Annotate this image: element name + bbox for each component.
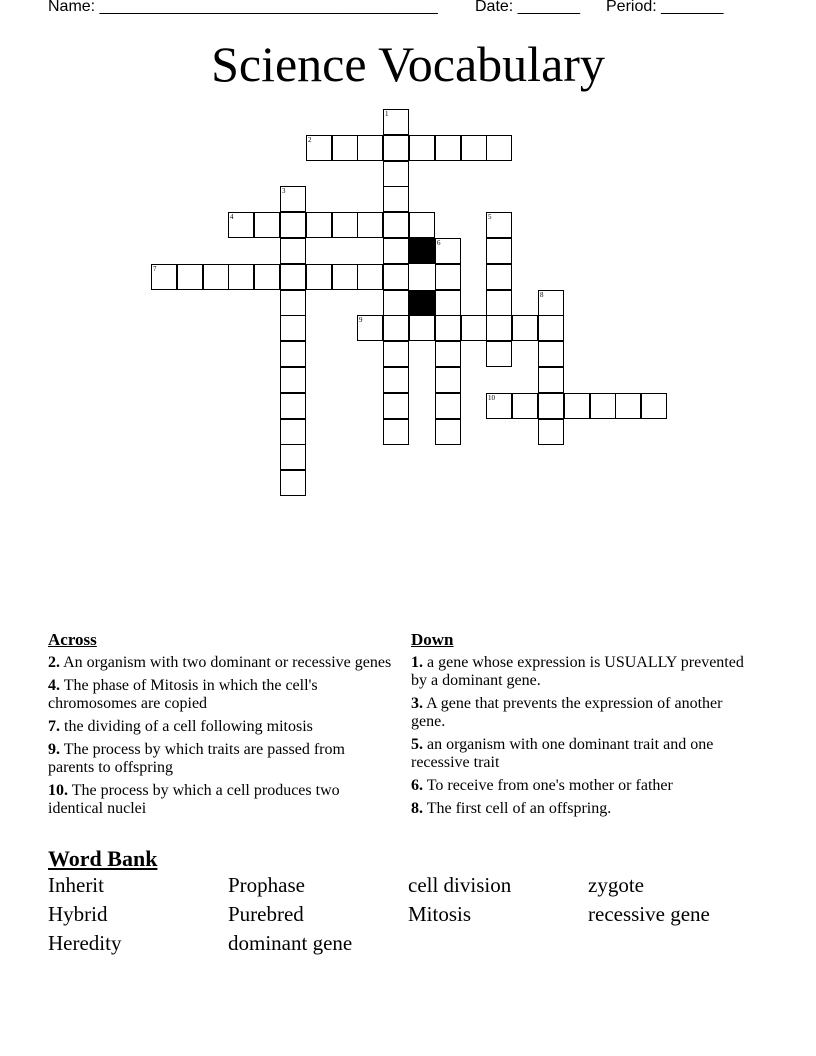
crossword-cell[interactable] [590,393,616,419]
down-heading: Down [411,630,454,649]
crossword-cell[interactable] [332,135,358,161]
name-field[interactable]: Name: ______________________________________ [48,0,438,15]
down-clue [411,800,756,818]
crossword-block [409,238,435,264]
crossword-cell[interactable] [409,135,435,161]
clue-number: 5. [411,736,423,753]
crossword-cell[interactable] [383,393,409,419]
crossword-cell[interactable] [280,186,306,212]
crossword-cell[interactable] [461,315,487,341]
crossword-cell[interactable] [435,393,461,419]
crossword-cell[interactable] [486,393,512,419]
crossword-cell[interactable] [538,341,564,367]
across-clues [48,630,393,823]
crossword-cell[interactable] [538,419,564,445]
crossword-cell[interactable] [306,264,332,290]
word-bank-item: Purebred [228,902,304,926]
page-title: Science Vocabulary [211,36,605,92]
clue-number: 4. [48,677,60,694]
crossword-cell[interactable] [435,367,461,393]
across-clue [48,654,393,672]
crossword-cell[interactable] [486,135,512,161]
crossword-cell[interactable] [538,290,564,316]
crossword-cell[interactable] [486,212,512,238]
crossword-cell[interactable] [383,315,409,341]
crossword-cell[interactable] [641,393,667,419]
cell-number: 8 [540,291,544,299]
crossword-cell[interactable] [383,161,409,187]
clue-text: the dividing of a cell following mitosis [60,718,313,735]
crossword-cell[interactable] [486,315,512,341]
cell-number: 9 [359,316,363,324]
cell-number: 3 [282,187,286,195]
clue-text: To receive from one's mother or father [423,777,673,794]
down-clue [411,654,756,690]
word-bank-item: cell division [408,873,512,897]
crossword-cell[interactable] [486,290,512,316]
cell-number: 1 [385,110,389,118]
cell-number: 4 [230,213,234,221]
clue-number: 7. [48,718,60,735]
crossword-cell[interactable] [280,290,306,316]
crossword-cell[interactable] [486,341,512,367]
word-bank-item: zygote [588,873,644,897]
crossword-cell[interactable] [280,470,306,496]
clue-text: An organism with two dominant or recessive genes [60,654,392,671]
crossword-cell[interactable] [280,341,306,367]
across-clue [48,741,393,777]
across-clue [48,718,393,736]
crossword-cell[interactable] [332,264,358,290]
crossword-cell[interactable] [435,238,461,264]
crossword-cell[interactable] [177,264,203,290]
across-heading: Across [48,630,97,649]
clue-number: 9. [48,741,60,758]
word-bank-item: Mitosis [408,902,472,926]
crossword-cell[interactable] [409,212,435,238]
crossword-cell[interactable] [228,212,254,238]
crossword-cell[interactable] [151,264,177,290]
word-bank-item: Heredity [48,931,122,955]
crossword-cell[interactable] [538,393,564,419]
crossword-cell[interactable] [461,135,487,161]
cell-number: 5 [488,213,492,221]
crossword-cell[interactable] [486,238,512,264]
crossword-cell[interactable] [383,290,409,316]
crossword-cell[interactable] [409,315,435,341]
crossword-cell[interactable] [228,264,254,290]
period-field[interactable]: Period: _______ [606,0,724,15]
crossword-cell[interactable] [383,367,409,393]
crossword-cell[interactable] [486,264,512,290]
crossword-cell[interactable] [538,367,564,393]
clue-text: The process by which a cell produces two identical nuclei [48,782,340,817]
crossword-cell[interactable] [435,135,461,161]
down-clue [411,736,756,772]
crossword-cell[interactable] [538,315,564,341]
crossword-cell[interactable] [306,212,332,238]
crossword-cell[interactable] [254,212,280,238]
crossword-cell[interactable] [280,238,306,264]
clue-text: The phase of Mitosis in which the cell's chromosomes are copied [48,677,318,712]
crossword-cell[interactable] [357,315,383,341]
cell-number: 6 [437,239,441,247]
down-clue [411,695,756,731]
down-clue [411,777,756,795]
crossword-cell[interactable] [435,341,461,367]
clue-text: an organism with one dominant trait and one recessive trait [411,736,714,771]
clue-number: 3. [411,695,423,712]
crossword-cell[interactable] [280,419,306,445]
across-clue [48,782,393,818]
clue-text: a gene whose expression is USUALLY prevented by a dominant gene. [411,654,744,689]
crossword-cell[interactable] [564,393,590,419]
crossword-cell[interactable] [280,393,306,419]
clue-number: 2. [48,654,60,671]
word-bank-item: recessive gene [588,902,710,926]
word-bank-item: dominant gene [228,931,353,955]
clue-number: 6. [411,777,423,794]
crossword-cell[interactable] [615,393,641,419]
crossword-cell[interactable] [383,212,409,238]
down-clues [411,630,756,823]
crossword-cell[interactable] [383,238,409,264]
clue-number: 1. [411,654,423,671]
clue-text: A gene that prevents the expression of another gene. [411,695,723,730]
crossword-cell[interactable] [435,419,461,445]
crossword-cell[interactable] [280,315,306,341]
crossword-cell[interactable] [383,264,409,290]
crossword-cell[interactable] [383,135,409,161]
clue-number: 10. [48,782,68,799]
clue-text: The process by which traits are passed from parents to offspring [48,741,345,776]
word-bank-item: Prophase [228,873,305,897]
crossword-cell[interactable] [280,212,306,238]
crossword-cell[interactable] [512,315,538,341]
crossword-cell[interactable] [203,264,229,290]
crossword-cell[interactable] [280,444,306,470]
date-field[interactable]: Date: _______ [475,0,580,15]
word-bank-item: Inherit [48,873,104,897]
word-bank [48,873,768,956]
crossword-cell[interactable] [306,135,332,161]
crossword-cell[interactable] [383,186,409,212]
crossword-cell[interactable] [435,290,461,316]
crossword-cell[interactable] [383,419,409,445]
clue-number: 8. [411,800,423,817]
crossword-block [409,290,435,316]
crossword-cell[interactable] [280,367,306,393]
across-clue [48,677,393,713]
crossword-cell[interactable] [512,393,538,419]
cell-number: 7 [153,265,157,273]
crossword-cell[interactable] [435,264,461,290]
word-bank-item: Hybrid [48,902,108,926]
crossword-cell[interactable] [254,264,280,290]
crossword-cell[interactable] [332,212,358,238]
cell-number: 2 [308,136,312,144]
crossword-cell[interactable] [357,212,383,238]
cell-number: 10 [488,394,495,402]
crossword-cell[interactable] [357,264,383,290]
crossword-cell[interactable] [383,109,409,135]
crossword-cell[interactable] [383,341,409,367]
crossword-cell[interactable] [280,264,306,290]
crossword-cell[interactable] [357,135,383,161]
clue-text: The first cell of an offspring. [423,800,612,817]
crossword-cell[interactable] [435,315,461,341]
word-bank-heading: Word Bank [48,846,158,871]
